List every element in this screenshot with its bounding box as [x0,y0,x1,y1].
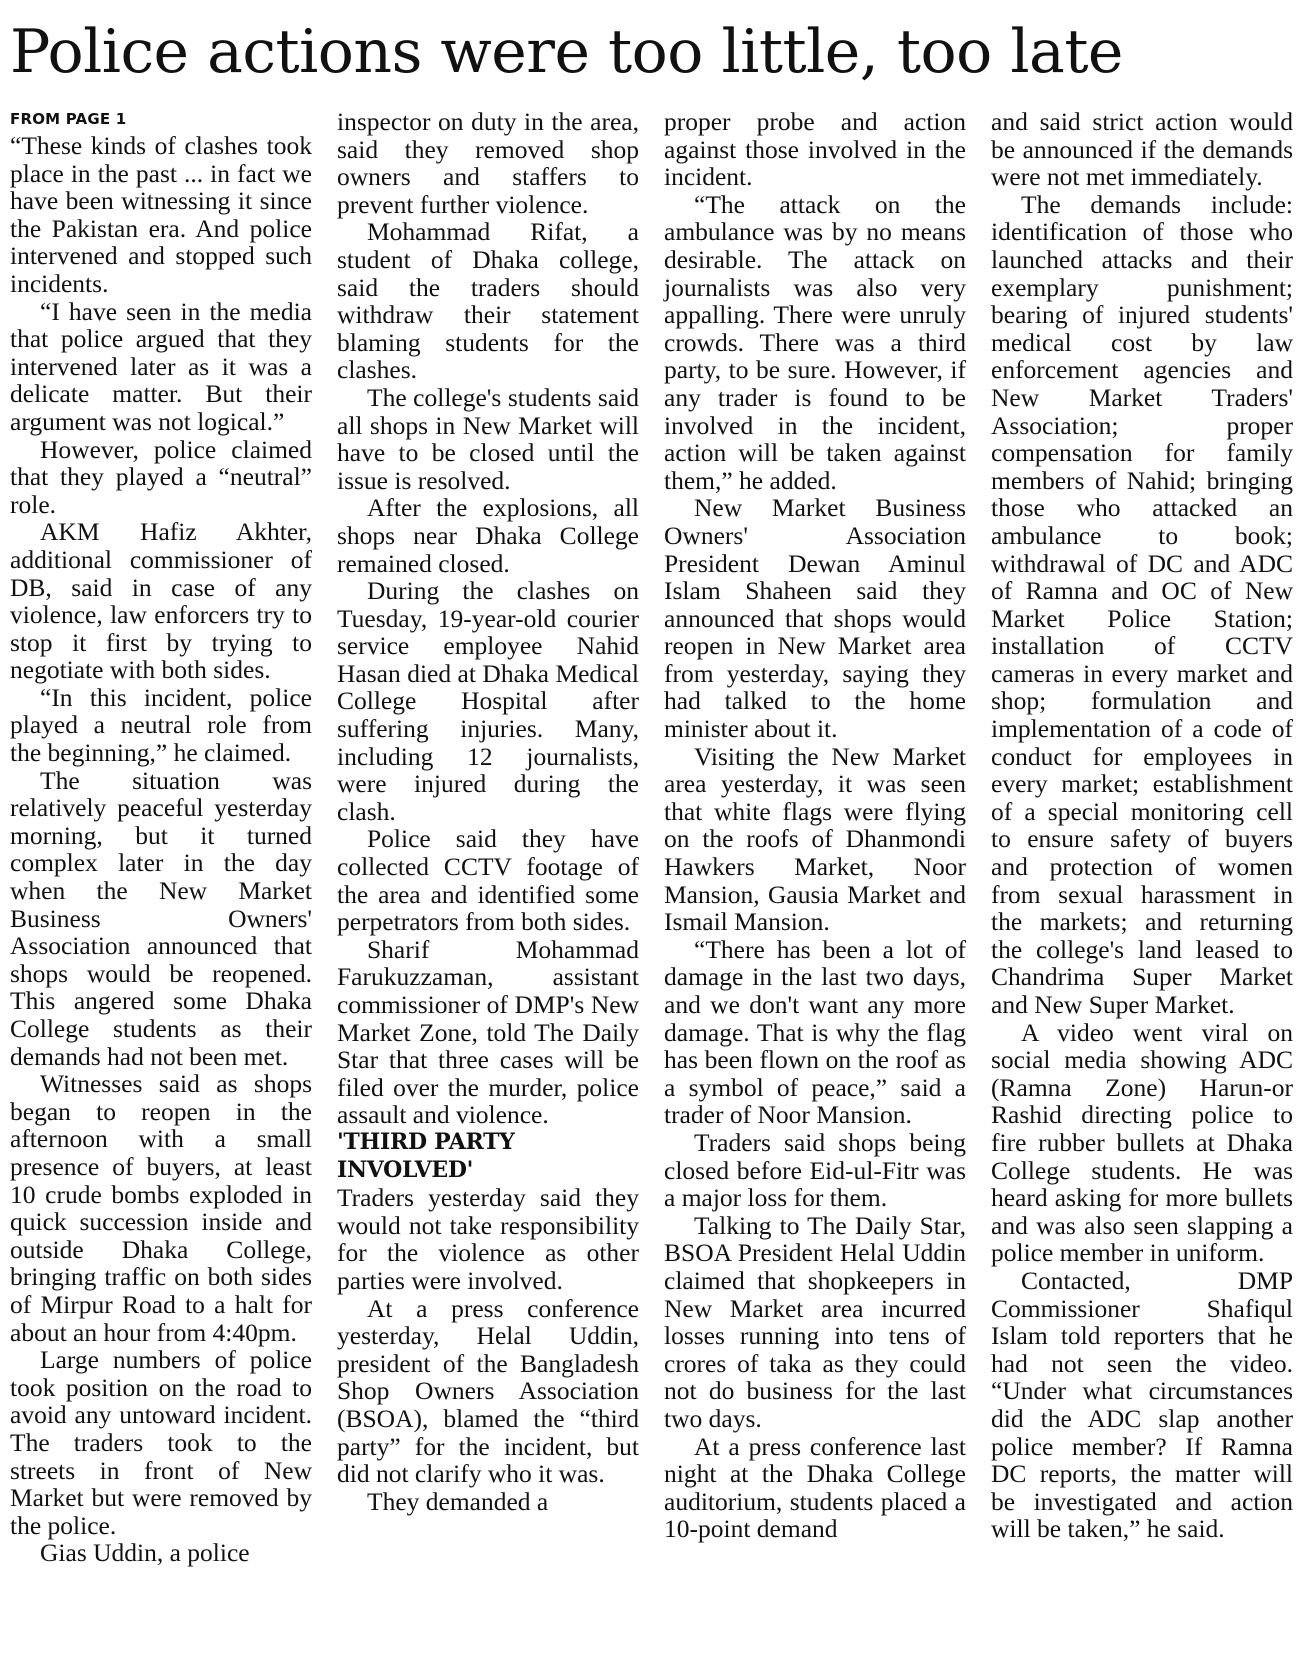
continuation-kicker: FROM PAGE 1 [10,110,127,128]
column-4 [991,108,1293,1543]
paragraph: Witnesses said as shops began to reopen in the afternoon with a small presence of buyers, at least 10 crude bombs exploded in quick succession inside and outside Dhaka College, bringing traffic on both sides of Mirpur Road to a halt for about an hour from 4:40pm. [10,1069,312,1347]
subheading: 'THIRD PARTY INVOLVED' [337,1128,515,1183]
paragraph: “These kinds of clashes took place in the past ... in fact we have been witnessing it since the Pakistan era. And police intervened and stopped such incidents. [10,131,312,298]
paragraph: Gias Uddin, a police [40,1538,250,1568]
paragraph: Police said they have collected CCTV footage of the area and identified some perpetrators from both sides. [337,824,639,937]
paragraph: After the explosions, all shops near Dhaka College remained closed. [337,493,639,578]
paragraph: The demands include: identification of those who launched attacks and their exemplary punishment; bearing of injured students' medical cost by law enforcement agencies and New Market Traders' Association; proper compensation for family members of Nahid; bringing those who attacked an ambulance to book; withdrawal of DC and ADC of Ramna and OC of New Market Police Station; installation of CCTV cameras in every market and shop; formulation and implementation of a code of conduct for employees in every market; establishment of a special monitoring cell to ensure safety of buyers and protection of women from sexual harassment in the markets; and returning the college's land leased to Chandrima Super Market and New Super Market. [991,189,1293,1019]
paragraph: Mohammad Rifat, a student of Dhaka college, said the traders should withdraw their statement blaming students for the clashes. [337,217,639,385]
paragraph: inspector on duty in the area, said they removed shop owners and staffers to prevent further violence. [337,107,639,219]
paragraph: “There has been a lot of damage in the last two days, and we don't want any more damage. That is why the flag has been flown on the roof as a symbol of peace,” said a trader of Noor Mansion. [664,934,966,1130]
paragraph: At a press conference last night at the Dhaka College auditorium, students placed a 10-point demand [664,1431,966,1544]
paragraph: proper probe and action against those involved in the incident. [664,107,966,192]
paragraph: Sharif Mohammad Farukuzzaman, assistant commissioner of DMP's New Market Zone, told The Daily Star that three cases will be filed over the murder, police assault and violence. [337,934,639,1130]
paragraph: However, police claimed that they played a “neutral” role. [10,434,312,519]
paragraph: The situation was relatively peaceful yesterday morning, but it turned complex later in the day when the New Market Business Owners' Association announced that shops would be reopened. This angered some Dhaka College students as their demands had not been met. [10,765,312,1071]
paragraph: The college's students said all shops in New Market will have to be closed until the issue is resolved. [337,382,639,495]
headline: Police actions were too little, too late [10,17,1123,87]
paragraph: Talking to The Daily Star, BSOA President Helal Uddin claimed that shopkeepers in New Market area incurred losses running into tens of crores of taka as they could not do business for the last two days. [664,1210,966,1433]
paragraph: During the clashes on Tuesday, 19-year-old courier service employee Nahid Hasan died at Dhaka Medical College Hospital after suffering injuries. Many, including 12 journalists, were injured during the clash. [337,576,639,826]
paragraph: Contacted, DMP Commissioner Shafiqul Islam told reporters that he had not seen the video. “Under what circumstances did the ADC slap another police member? If Ramna DC reports, the matter will be investigated and action will be taken,” he said. [991,1265,1293,1544]
column-2 [337,108,639,1515]
paragraph: and said strict action would be announced if the demands were not met immediately. [991,107,1293,192]
paragraph: They demanded a [367,1486,549,1516]
paragraph: Traders said shops being closed before Eid-ul-Fitr was a major loss for them. [664,1127,966,1213]
paragraph: A video went viral on social media showing ADC (Ramna Zone) Harun-or Rashid directing police to fire rubber bullets at Dhaka College students. He was heard asking for more bullets and was also seen slapping a police member in uniform. [991,1017,1293,1268]
paragraph: Large numbers of police took position on the road to avoid any untoward incident. The traders took to the streets in front of New Market but were removed by the police. [10,1345,312,1540]
paragraph: “The attack on the ambulance was by no means desirable. The attack on journalists was also very appalling. There were unruly crowds. There was a third party, to be sure. However, if any trader is found to be involved in the incident, action will be taken against them,” he added. [664,189,966,495]
paragraph: “I have seen in the media that police argued that they intervened later as it was a delicate matter. But their argument was not logical.” [10,296,312,436]
column-1 [10,108,312,1567]
paragraph: At a press conference yesterday, Helal Uddin, president of the Bangladesh Shop Owners Association (BSOA), blamed the “third party” for the incident, but did not clarify who it was. [337,1293,639,1489]
paragraph: New Market Business Owners' Association President Dewan Aminul Islam Shaheen said they announced that shops would reopen in New Market area from yesterday, saying they had talked to the home minister about it. [664,493,966,744]
column-3 [664,108,966,1543]
paragraph: AKM Hafiz Akhter, additional commissioner of DB, said in case of any violence, law enforcers try to stop it first by trying to negotiate with both sides. [10,517,312,685]
paragraph: Traders yesterday said they would not take responsibility for the violence as other parties were involved. [337,1183,639,1295]
paragraph: “In this incident, police played a neutral role from the beginning,” he claimed. [10,682,312,768]
paragraph: Visiting the New Market area yesterday, it was seen that white flags were flying on the roofs of Dhanmondi Hawkers Market, Noor Mansion, Gausia Market and Ismail Mansion. [664,741,966,937]
